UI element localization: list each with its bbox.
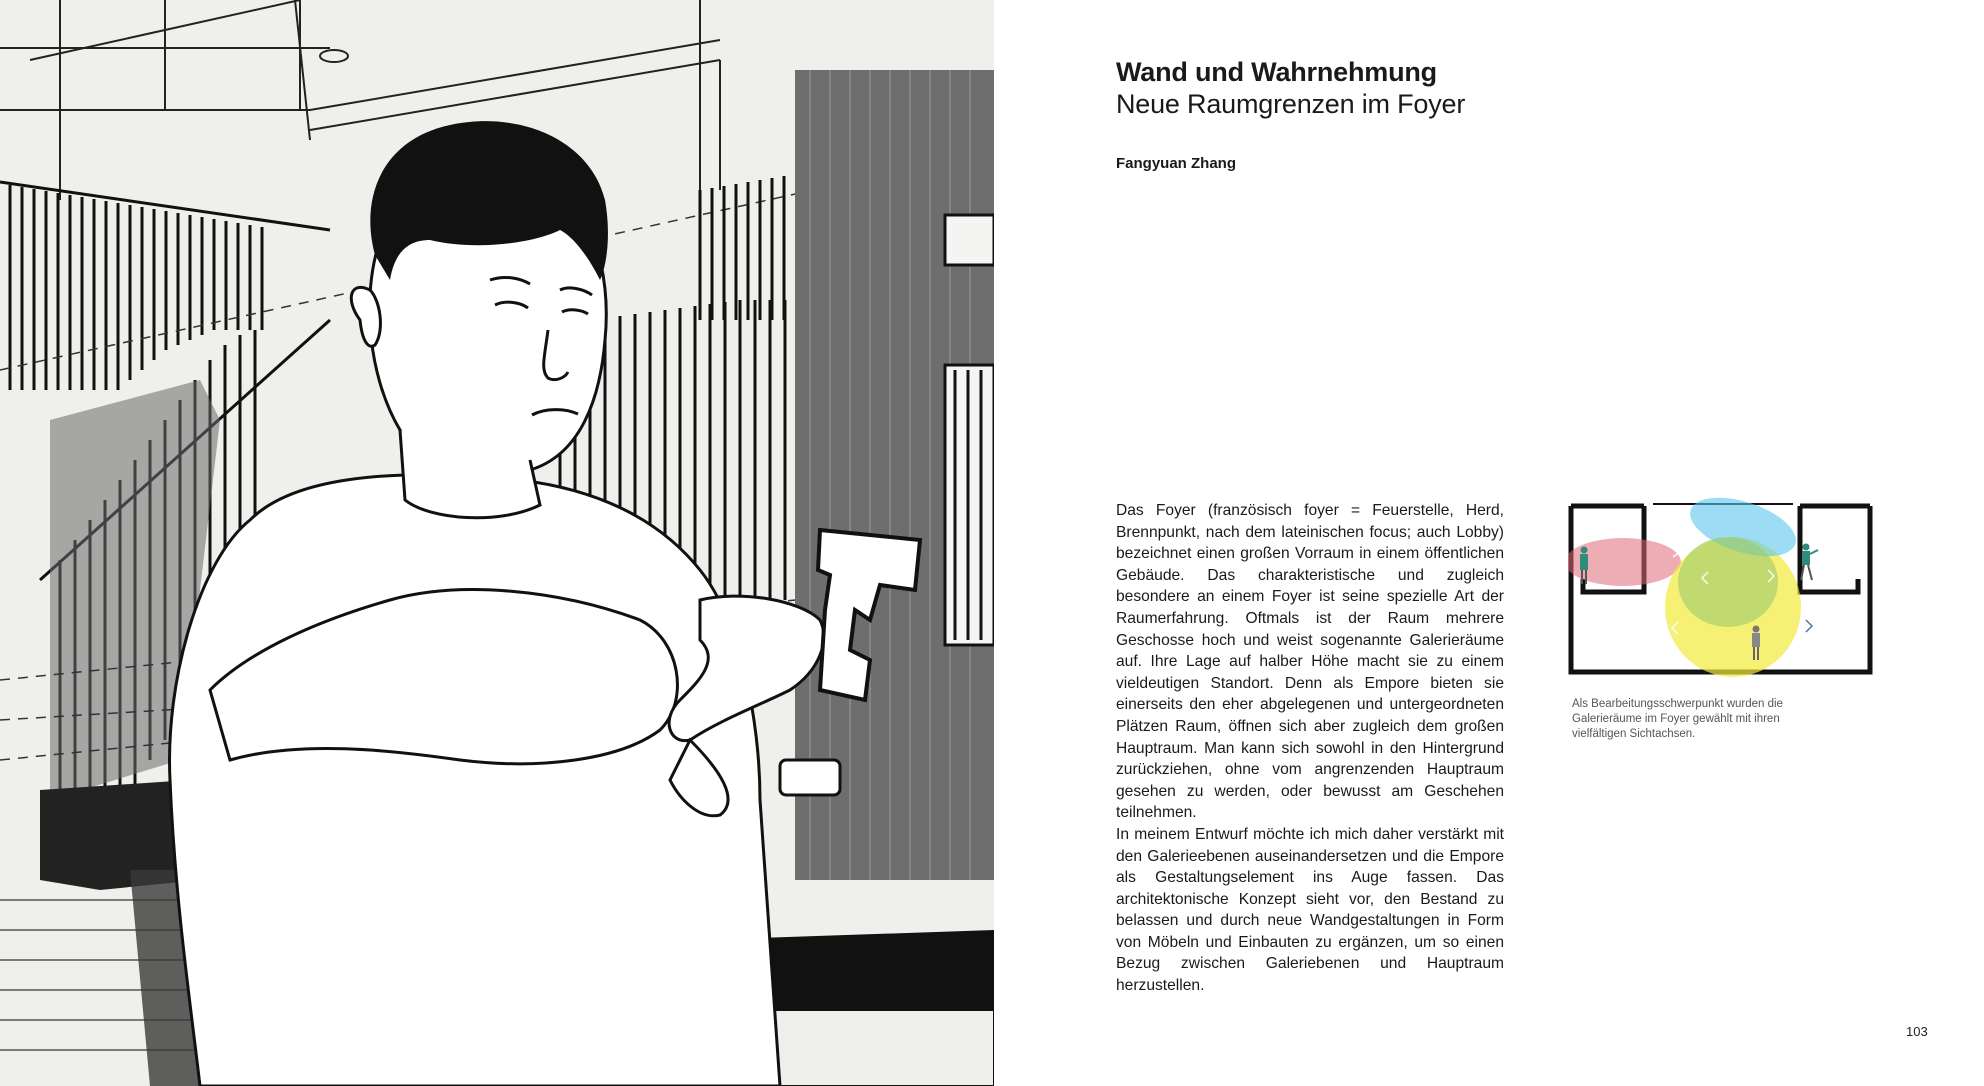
diagram-caption: Als Bearbeitungsschwerpunkt wurden die Galerieräume im Foyer gewählt mit ihren vielfältigen Sichtachsen. xyxy=(1572,698,1783,740)
page-number: 103 xyxy=(1906,1024,1928,1039)
body-paragraph: In meinem Entwurf möchte ich mich daher verstärkt mit den Galerieebenen auseinandersetzen und die Empore als Gestaltungselement ins Auge fassen. Das architektonische Konzept sieht vor, den Bestand zu belassen und durch neue Wandgestaltungen in Form von Möbeln und Einbauten zu ergänzen, um so einen Bezug zwischen Galeriebenen und Hauptraum herzustellen. xyxy=(1116,825,1504,995)
article-subtitle: Neue Raumgrenzen im Foyer xyxy=(1116,89,1466,119)
body-paragraph: Das Foyer (französisch foyer = Feuerstelle, Herd, Brennpunkt, nach dem lateinischen focus; auch Lobby) bezeichnet einen großen Vorraum in einem öffentlichen Gebäude. Das charakteristische und zugleich besondere an einem Foyer ist seine spezielle Art der Raumerfahrung. Oftmals ist der Raum mehrere Geschosse hoch und weist sogenannte Galerieräume auf. Ihre Lage auf halber Höhe macht sie zu einem vieldeutigen Standort. Denn als Empore bieten sie einerseits den eher abgelegenen und untergeordneten Plätzen Raum, öffnen sich aber zugleich dem großen Hauptraum. Man kann sich sowohl in den Hintergrund zurückziehen, ohne vom angrenzenden Hauptraum gesehen zu werden, oder bewusst am Geschehen teilnehmen. xyxy=(1116,502,1504,822)
article-body xyxy=(1116,500,1504,997)
article-author: Fangyuan Zhang xyxy=(1116,155,1236,172)
article-title: Wand und Wahrnehmung xyxy=(1116,57,1437,87)
person-figure-right xyxy=(1801,544,1818,581)
gallery-sightlines-diagram xyxy=(1568,492,1873,677)
sightline-green xyxy=(1678,537,1778,627)
article-heading xyxy=(1116,56,1716,120)
